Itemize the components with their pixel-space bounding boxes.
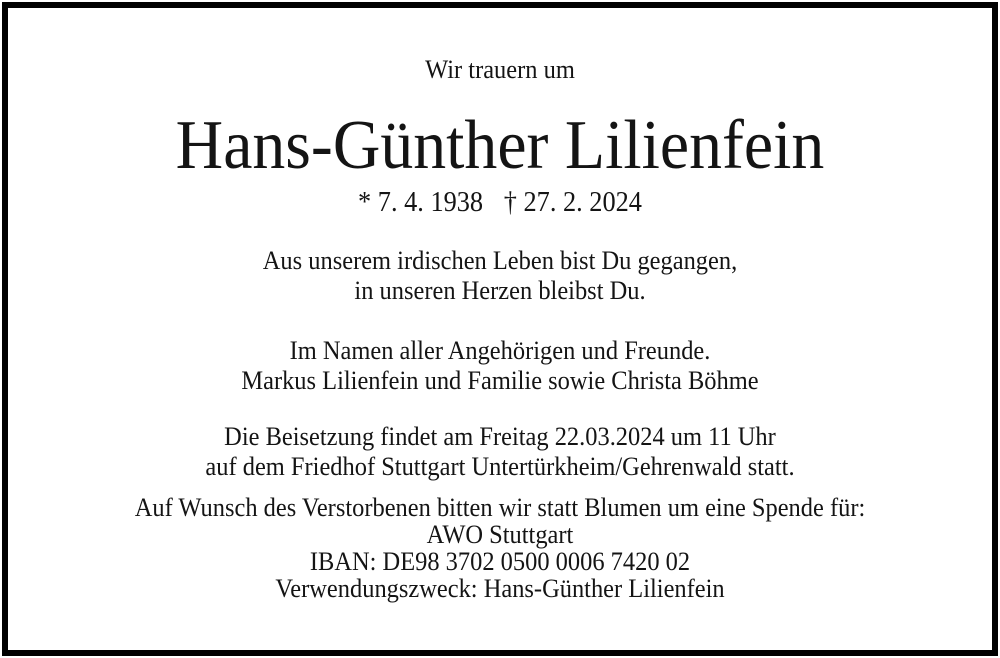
donation-iban: IBAN: DE98 3702 0500 0006 7420 02 bbox=[309, 547, 691, 576]
deceased-name: Hans-Günther Lilienfein bbox=[175, 107, 825, 184]
verse-line-2: in unseren Herzen bleibst Du. bbox=[354, 276, 646, 305]
donation-reference: Verwendungszweck: Hans-Günther Lilienfein bbox=[275, 574, 725, 603]
death-date: † 27. 2. 2024 bbox=[503, 187, 642, 218]
verse-line-1: Aus unserem irdischen Leben bist Du gegangen, bbox=[262, 246, 738, 275]
intro-text: Wir trauern um bbox=[425, 55, 575, 84]
family-line-2: Markus Lilienfein und Familie sowie Christa Böhme bbox=[241, 366, 759, 395]
family-section bbox=[30, 336, 970, 396]
funeral-line-2: auf dem Friedhof Stuttgart Untertürkheim/Gehrenwald statt. bbox=[205, 452, 795, 481]
birth-date: * 7. 4. 1938 bbox=[358, 187, 484, 218]
memorial-verse bbox=[30, 246, 970, 306]
funeral-line-1: Die Beisetzung findet am Freitag 22.03.2024 um 11 Uhr bbox=[224, 422, 776, 451]
donation-request-line: Auf Wunsch des Verstorbenen bitten wir statt Blumen um eine Spende für: bbox=[134, 493, 866, 522]
family-line-1: Im Namen aller Angehörigen und Freunde. bbox=[289, 336, 711, 365]
donation-organization: AWO Stuttgart bbox=[426, 520, 574, 549]
funeral-info bbox=[30, 422, 970, 482]
donation-info bbox=[30, 494, 970, 602]
life-dates bbox=[30, 188, 970, 218]
obituary-content bbox=[30, 0, 970, 602]
